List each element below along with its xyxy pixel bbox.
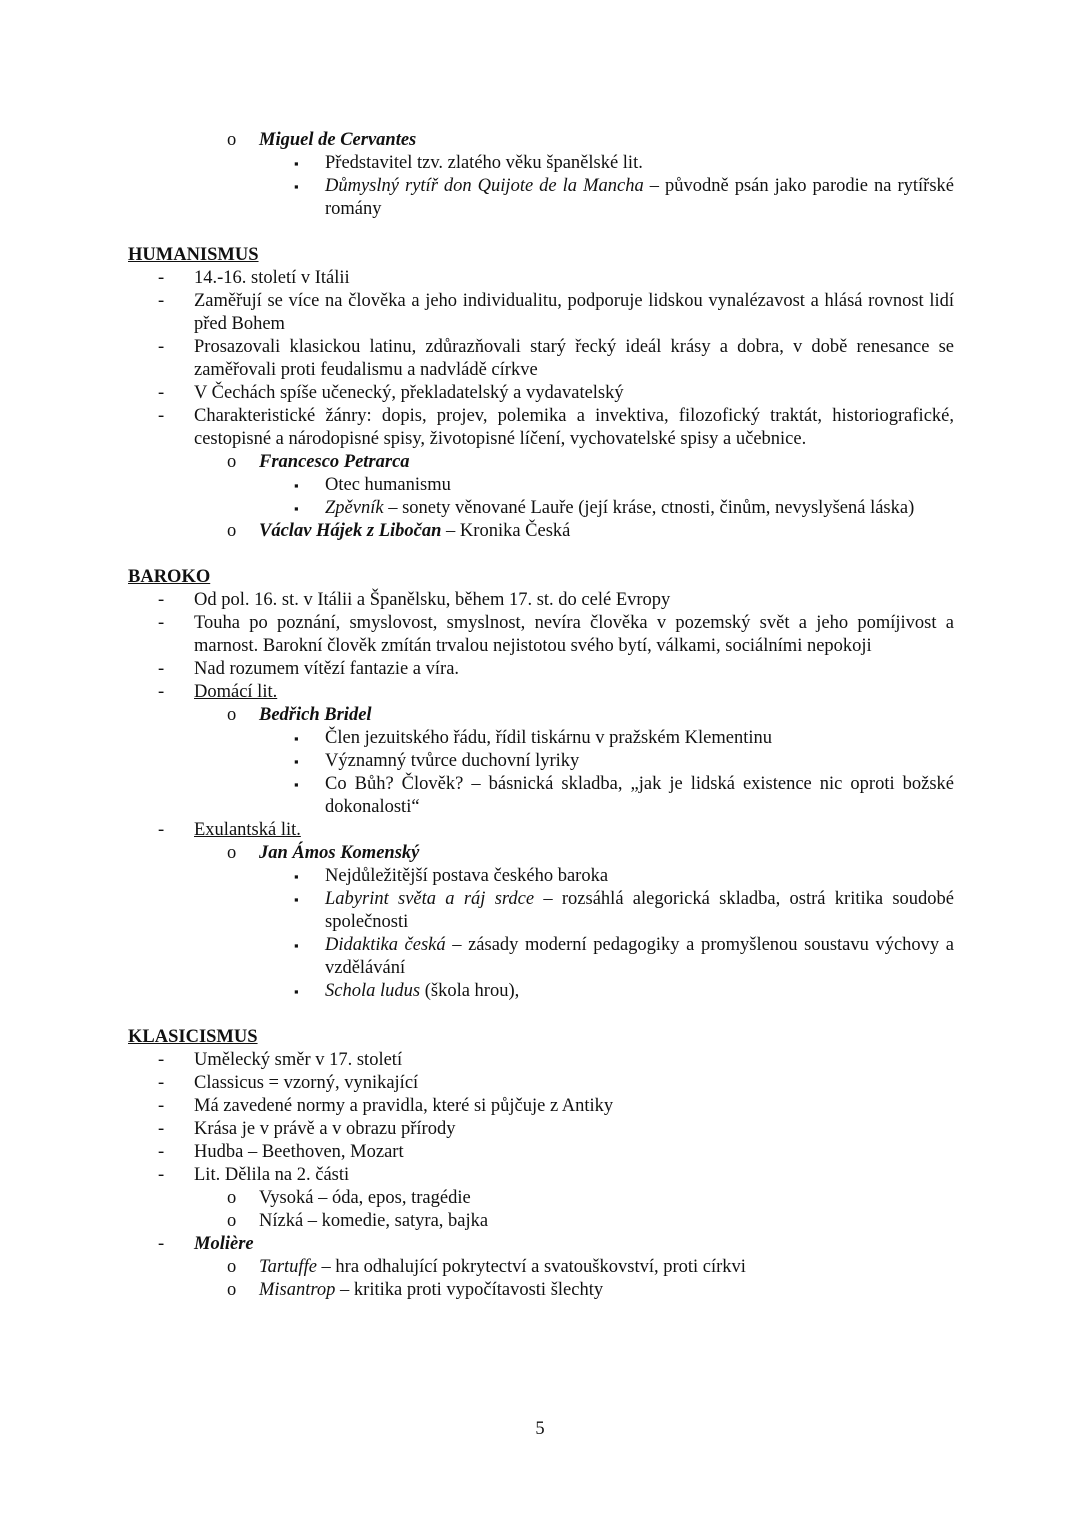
work-title: Důmyslný rytíř don Quijote de la Mancha xyxy=(325,176,644,196)
bullet-item xyxy=(128,589,954,612)
bullet-item xyxy=(128,681,954,704)
detail-item xyxy=(128,175,954,221)
sub-text: Vysoká – óda, epos, tragédie xyxy=(259,1188,471,1208)
bullet-text: Charakteristické žánry: dopis, projev, polemika a invektiva, filozofický traktát, historiografické, cestopisné a národopisné spisy, životopisné líčení, vychovatelské spisy a učebnice. xyxy=(194,406,954,449)
bullet-item xyxy=(128,1049,954,1072)
bullet-text: Prosazovali klasickou latinu, zdůrazňovali starý řecký ideál krásy a dobra, v době renesance se zaměřovali proti feudalismu a nadvládě církve xyxy=(194,337,954,380)
sub-item xyxy=(128,1256,954,1279)
detail-item xyxy=(128,934,954,980)
detail-text: Nejdůležitější postava českého baroka xyxy=(325,866,609,886)
bullet-item xyxy=(128,1164,954,1187)
bullet-text: Lit. Dělila na 2. části xyxy=(194,1165,350,1185)
section-heading: KLASICISMUS xyxy=(128,1027,258,1047)
section-heading: HUMANISMUS xyxy=(128,245,259,265)
sub-item xyxy=(128,1279,954,1302)
bullet-item xyxy=(128,1118,954,1141)
sub-item xyxy=(128,1187,954,1210)
detail-item xyxy=(128,865,954,888)
bullet-item xyxy=(128,658,954,681)
bullet-item xyxy=(128,405,954,451)
detail-item xyxy=(128,727,954,750)
author-name: Bedřich Bridel xyxy=(259,705,372,725)
bullet-item xyxy=(128,1233,954,1256)
bullet-item xyxy=(128,336,954,382)
detail-text: Představitel tzv. zlatého věku španělské lit. xyxy=(325,153,643,173)
subsection-label: Domácí lit. xyxy=(194,682,278,702)
bullet-text: Má zavedené normy a pravidla, které si půjčuje z Antiky xyxy=(194,1096,614,1116)
bullet-item xyxy=(128,1072,954,1095)
detail-text: Člen jezuitského řádu, řídil tiskárnu v pražském Klementinu xyxy=(325,728,772,748)
detail-item xyxy=(128,773,954,819)
detail-item xyxy=(128,152,954,175)
author-item xyxy=(128,129,954,152)
author-item xyxy=(128,842,954,865)
author-name: Miguel de Cervantes xyxy=(259,130,417,150)
bullet-text: Nad rozumem vítězí fantazie a víra. xyxy=(194,659,460,679)
detail-text: – Kronika Česká xyxy=(441,521,571,541)
sub-text: – kritika proti vypočítavosti šlechty xyxy=(335,1280,604,1300)
detail-text: – rozsáhlá alegorická skladba, ostrá kritika soudobé společnosti xyxy=(325,889,955,932)
author-item xyxy=(128,704,954,727)
sub-text: Nízká – komedie, satyra, bajka xyxy=(259,1211,489,1231)
bullet-text: Od pol. 16. st. v Itálii a Španělsku, během 17. st. do celé Evropy xyxy=(194,590,671,610)
bullet-text: Classicus = vzorný, vynikající xyxy=(194,1073,419,1093)
detail-text: Otec humanismu xyxy=(325,475,451,495)
work-title: Misantrop xyxy=(259,1280,336,1300)
author-name: Václav Hájek z Libočan xyxy=(259,521,442,541)
detail-text: – původně psán jako parodie na rytířské romány xyxy=(325,176,954,219)
detail-item xyxy=(128,750,954,773)
document-body xyxy=(128,129,954,1302)
work-title: Labyrint světa a ráj srdce xyxy=(325,889,535,909)
detail-item xyxy=(128,980,954,1003)
detail-text: – sonety věnované Lauře (její kráse, ctnosti, činům, nevyslyšená láska) xyxy=(383,498,915,518)
author-name: Francesco Petrarca xyxy=(259,452,410,472)
detail-text: Co Bůh? Člověk? – básnická skladba, „jak je lidská existence nic oproti božské dokonalosti“ xyxy=(325,774,954,817)
bullet-item xyxy=(128,819,954,842)
bullet-item xyxy=(128,267,954,290)
bullet-item xyxy=(128,612,954,658)
work-title: Didaktika česká xyxy=(325,935,446,955)
work-title: Schola ludus xyxy=(325,981,421,1001)
detail-item xyxy=(128,474,954,497)
author-item xyxy=(128,451,954,474)
page-number: 5 xyxy=(535,1419,545,1439)
bullet-item xyxy=(128,1141,954,1164)
author-name: Jan Ámos Komenský xyxy=(259,843,420,863)
bullet-text: Touha po poznání, smyslovost, smyslnost, nevíra člověka v pozemský svět a jeho pomíjivost a marnost. Barokní člověk zmítán trvalou nejistotou svého bytí, válkami, sociálními nepokoji xyxy=(194,613,954,656)
detail-text: – zásady moderní pedagogiky a promyšlenou soustavu výchovy a vzdělávání xyxy=(325,935,954,978)
subsection-label: Exulantská lit. xyxy=(194,820,301,840)
section-heading: BAROKO xyxy=(128,567,211,587)
author-item xyxy=(128,520,954,543)
bullet-item xyxy=(128,1095,954,1118)
bullet-item xyxy=(128,382,954,405)
bullet-text: V Čechách spíše učenecký, překladatelský a vydavatelský xyxy=(194,383,624,403)
bullet-text: 14.-16. století v Itálii xyxy=(194,268,350,288)
work-title: Zpěvník xyxy=(325,498,384,518)
sub-text: – hra odhalující pokrytectví a svatouškovství, proti církvi xyxy=(316,1257,746,1277)
detail-item xyxy=(128,497,954,520)
bullet-text: Zaměřují se více na člověka a jeho individualitu, podporuje lidskou vynalézavost a hlásá rovnost lidí před Bohem xyxy=(194,291,954,334)
author-name: Molière xyxy=(194,1234,254,1254)
detail-text: Významný tvůrce duchovní lyriky xyxy=(325,751,580,771)
bullet-item xyxy=(128,290,954,336)
detail-item xyxy=(128,888,954,934)
bullet-text: Krása je v právě a v obrazu přírody xyxy=(194,1119,456,1139)
sub-item xyxy=(128,1210,954,1233)
work-title: Tartuffe xyxy=(259,1257,317,1277)
bullet-text: Hudba – Beethoven, Mozart xyxy=(194,1142,404,1162)
detail-text: (škola hrou), xyxy=(420,981,520,1001)
bullet-text: Umělecký směr v 17. století xyxy=(194,1050,403,1070)
